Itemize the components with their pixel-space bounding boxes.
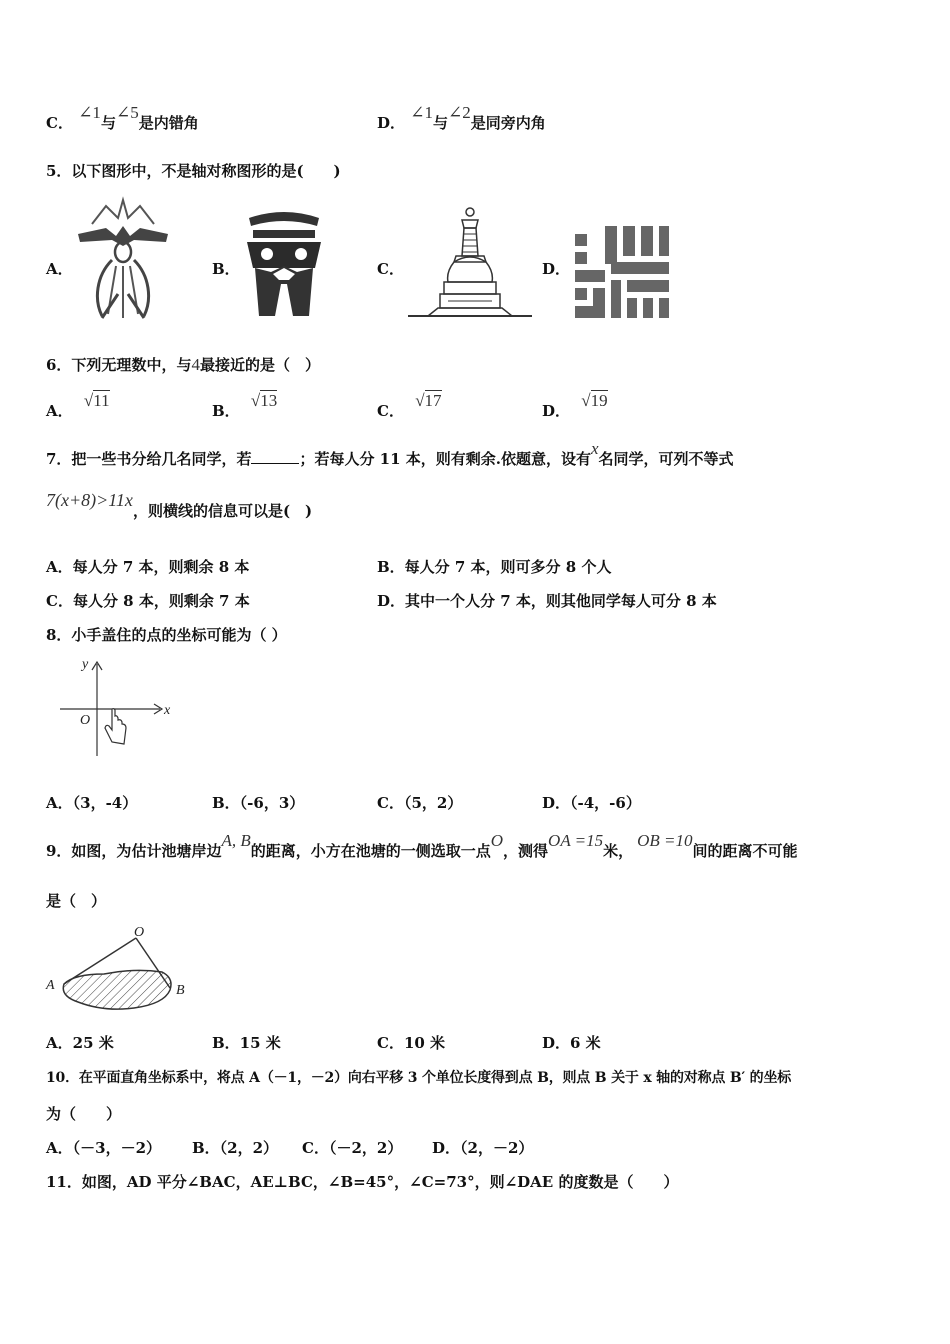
q8-stem: 8．小手盖住的点的坐标可能为（ ）	[46, 626, 287, 644]
q7-option-a: A．每人分 7 本，则剩余 8 本	[46, 558, 250, 576]
q6-option-c: C． √17	[377, 391, 442, 420]
q5-figure-c-image	[408, 206, 532, 322]
q9-pond-figure	[44, 922, 204, 1014]
q5-option-d-label: D．	[542, 260, 571, 278]
q9-stem-line2: 是（ ）	[46, 892, 107, 910]
q5-figure-b-image	[243, 208, 325, 320]
point-o-label: O	[134, 925, 145, 940]
q6-option-d: D． √19	[542, 391, 608, 420]
q7-option-d: D．其中一个人分 7 本，则其他同学每人可分 8 本	[377, 592, 717, 610]
axis-x-label: x	[164, 703, 171, 718]
sqrt-sign-icon: √	[581, 391, 591, 410]
fill-blank[interactable]	[251, 449, 299, 464]
q8-option-c: C．（5，2）	[377, 794, 463, 812]
q9-option-a: A．25 米	[46, 1034, 114, 1052]
q5-option-c-label: C．	[377, 260, 404, 278]
q8-option-a: A．（3，-4）	[46, 794, 138, 812]
q7-stem: 7．把一些书分给几名同学，若 ；若每人分 11 本，则有剩余.依题意，设有x名同学，可列不等式	[46, 439, 734, 468]
q8-option-d: D．（-4，-6）	[542, 794, 641, 812]
q6-stem: 6．下列无理数中，与4最接近的是（ ）	[46, 355, 320, 374]
q7-option-b: B．每人分 7 本，则可多分 8 个人	[377, 558, 612, 576]
q9-stem: 9．如图，为估计池塘岸边A, B的距离，小方在池塘的一侧选取一点O，测得OA =15米，OB =10间的距离不可能	[46, 831, 798, 860]
sqrt-sign-icon: √	[415, 391, 425, 410]
q7-inequality-line: 7(x+8)>11x，则横线的信息可以是( )	[46, 490, 313, 520]
hand-icon	[105, 709, 126, 744]
q10-option-a: A．（－3，－2）	[46, 1139, 162, 1157]
origin-label: O	[80, 713, 91, 728]
q8-axes-figure	[60, 656, 180, 758]
q4-option-d: D． ∠1与∠2是同旁内角	[377, 103, 546, 132]
q8-option-b: B．（-6，3）	[212, 794, 305, 812]
q5-stem: 5．以下图形中，不是轴对称图形的是( )	[46, 162, 341, 180]
q11-stem: 11．如图，AD 平分∠BAC，AE⊥BC，∠B=45°，∠C=73°，则∠DAE 的度数是（ ）	[46, 1173, 679, 1191]
point-a-label: A	[46, 978, 55, 993]
sqrt-sign-icon: √	[250, 391, 261, 410]
q9-option-c: C．10 米	[377, 1034, 446, 1052]
q5-option-b-label: B．	[212, 260, 240, 278]
q10-stem-line2: 为（ ）	[46, 1105, 122, 1123]
q10-option-b: B．（2，2）	[192, 1139, 279, 1157]
q9-option-b: B．15 米	[212, 1034, 281, 1052]
q7-option-c: C．每人分 8 本，则剩余 7 本	[46, 592, 250, 610]
point-b-label: B	[176, 983, 185, 998]
q10-stem: 10．在平面直角坐标系中，将点 A（－1，－2）向右平移 3 个单位长度得到点 B，则点 B 关于 x 轴的对称点 B′ 的坐标	[46, 1070, 792, 1086]
q6-option-b: B． √13	[212, 391, 278, 420]
q5-figure-a-image	[78, 196, 168, 322]
q6-option-a: A． √11	[46, 391, 110, 420]
q9-option-d: D．6 米	[542, 1034, 601, 1052]
sqrt-sign-icon: √	[83, 391, 94, 410]
q10-option-d: D．（2，－2）	[432, 1139, 534, 1157]
q4-option-c: C． ∠1与∠5是内错角	[46, 103, 199, 132]
q5-option-a-label: A．	[46, 260, 73, 278]
axis-y-label: y	[82, 657, 89, 672]
q10-option-c: C．（－2，2）	[302, 1139, 403, 1157]
q5-figure-d-image	[575, 226, 669, 320]
